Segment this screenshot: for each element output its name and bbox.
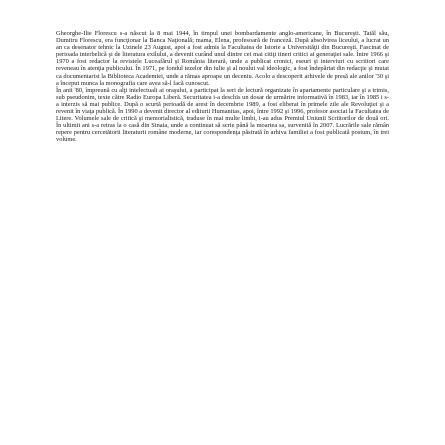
paragraph-1: Gheorghe-Ilie Florescu s-a născut la 8 mai 1944, în timpul unei bombardamente anglo-americane, în Bucureşti. Tatăl său, Dumitru Florescu, era funcţionar la Banca Naţională; mama, Elena, profesoară de franceză. După absolvirea liceului, a lucrat un an ca desenator tehnic la Uzinele 23 August, apoi a fost admis la Facultatea de Istorie a Universităţii din Bucureşti. Fascinat de perioada interbelică şi de literatura exilului, a devenit curând unul dintre cei mai citiţi tineri critici ai generaţiei sale. Între 1966 şi 1970 a fost redactor la revistele Luceafărul şi România literară, unde a publicat cronici, eseuri şi interviuri cu scriitori care reveneau în atenţia publicului. În 1971, pe fondul tezelor din iulie şi al noului val ideologic, a fost îndepărtat din redacţie şi mutat ca documentarist la Biblioteca Academiei, unde a rămas aproape un deceniu. Acolo a descoperit arhivele de presă ale anilor '30 şi a început munca la monografia care avea să-l facă cunoscut. (56, 30, 389, 87)
paragraph-2: În anii '80, împreună cu alţi intelectuali ai oraşului, a participat la seri de lectură organizate în apartamente particulare şi a trimis, sub pseudonim, texte către Radio Europa Liberă. Securitatea i-a deschis un dosar de urmărire informativă în 1983, iar în 1985 i s-a interzis să mai publice. După o scurtă perioadă de arest în decembrie 1989, a fost eliberat în primele zile ale Revoluţiei şi a revenit în viaţa publică. În 1990 a devenit director al editurii Humanitas, apoi, între 1992 şi 1996, profesor asociat la Facultatea de Litere. Volumele sale de critică şi memorialistică, traduse în mai multe limbi, i-au adus Premiul Uniunii Scriitorilor de două ori. În ultimii ani s-a retras la o casă din Sinaia, unde a continuat să scrie până la moartea sa, survenită în 2007. Lucrările sale rămân repere pentru cercetătorii literaturii române moderne, iar corespondenţa păstrată în arhiva familiei a fost publicată postum, în trei volume. (56, 86, 389, 144)
document-page (56, 30, 389, 427)
